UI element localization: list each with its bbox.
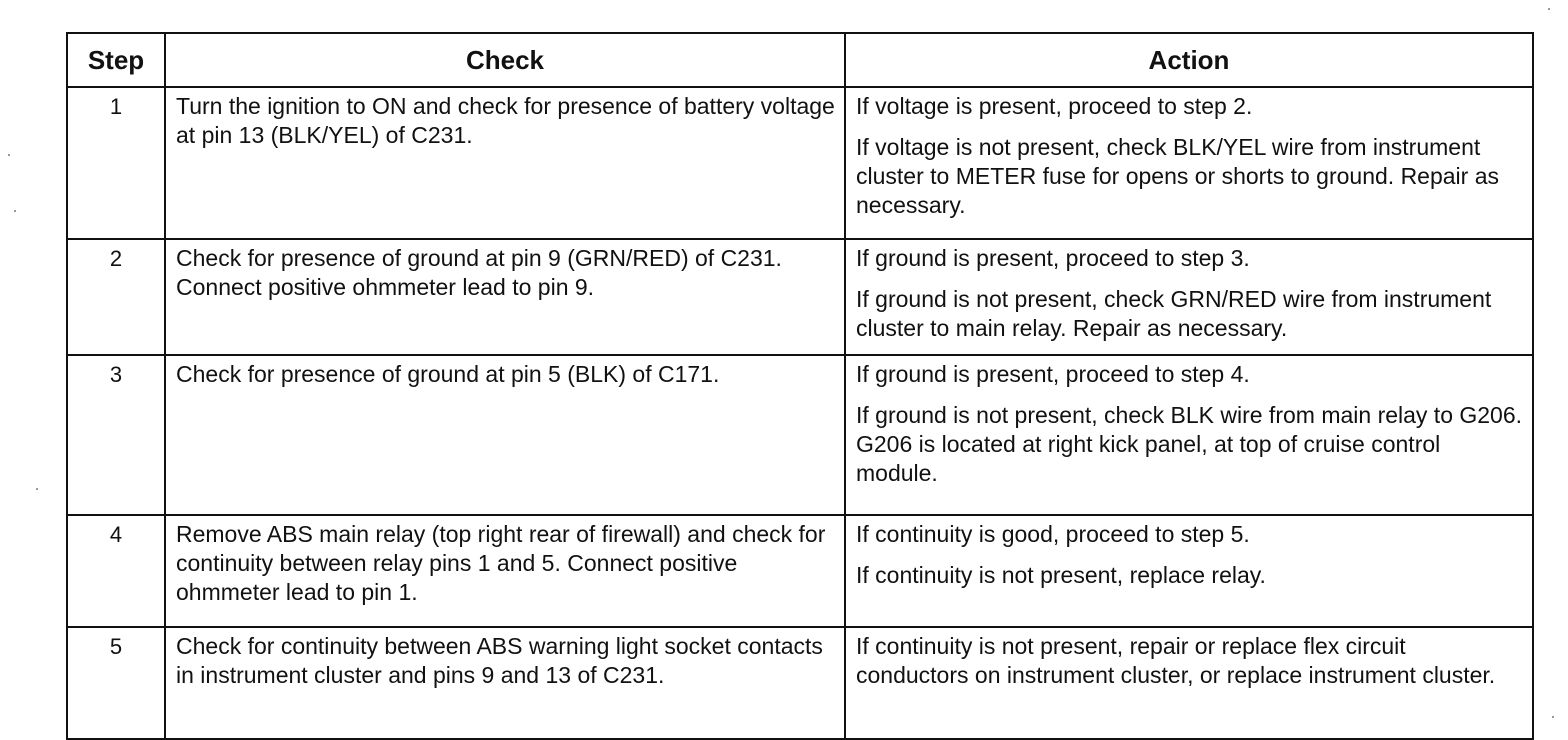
action-text: If ground is not present, check BLK wire from main relay to G206. G206 is located at right kick panel, at top of cruise control module. (856, 402, 1523, 486)
action-text: If ground is not present, check GRN/RED wire from instrument cluster to main relay. Repair as necessary. (856, 286, 1492, 341)
diagnostic-table (66, 32, 1534, 740)
check-text: Check for presence of ground at pin 5 (BLK) of C171. (165, 355, 845, 515)
action-text: If continuity is not present, repair or replace flex circuit conductors on instrument cluster, or replace instrument cluster. (856, 633, 1496, 688)
table-row (67, 87, 1533, 239)
action-text: If voltage is present, proceed to step 2. (856, 93, 1253, 119)
check-text: Check for continuity between ABS warning light socket contacts in instrument cluster and pins 9 and 13 of C231. (165, 627, 845, 739)
scan-speck (36, 488, 38, 490)
step-number: 2 (67, 239, 165, 355)
action-cell (845, 355, 1533, 515)
header-action: Action (845, 33, 1533, 87)
scan-speck (8, 154, 10, 156)
table-row (67, 239, 1533, 355)
action-cell (845, 515, 1533, 627)
action-cell (845, 87, 1533, 239)
action-text: If ground is present, proceed to step 3. (856, 245, 1250, 271)
step-number: 5 (67, 627, 165, 739)
scan-speck (14, 210, 16, 212)
step-number: 4 (67, 515, 165, 627)
action-cell (845, 239, 1533, 355)
action-text: If continuity is not present, replace relay. (856, 562, 1266, 588)
header-row (67, 33, 1533, 87)
table-row (67, 355, 1533, 515)
check-text: Remove ABS main relay (top right rear of firewall) and check for continuity between relay pins 1 and 5. Connect positive ohmmeter lead to pin 1. (165, 515, 845, 627)
action-text: If voltage is not present, check BLK/YEL wire from instrument cluster to METER fuse for opens or shorts to ground. Repair as necessary. (856, 134, 1500, 218)
table-row (67, 515, 1533, 627)
step-number: 1 (67, 87, 165, 239)
check-text: Check for presence of ground at pin 9 (GRN/RED) of C231. Connect positive ohmmeter lead to pin 9. (165, 239, 845, 355)
table-row (67, 627, 1533, 739)
check-text: Turn the ignition to ON and check for presence of battery voltage at pin 13 (BLK/YEL) of C231. (165, 87, 845, 239)
action-text: If ground is present, proceed to step 4. (856, 361, 1250, 387)
scan-speck (1548, 8, 1550, 10)
step-number: 3 (67, 355, 165, 515)
action-cell (845, 627, 1533, 739)
header-check: Check (165, 33, 845, 87)
scan-speck (1552, 716, 1554, 718)
action-text: If continuity is good, proceed to step 5. (856, 521, 1250, 547)
header-step: Step (67, 33, 165, 87)
